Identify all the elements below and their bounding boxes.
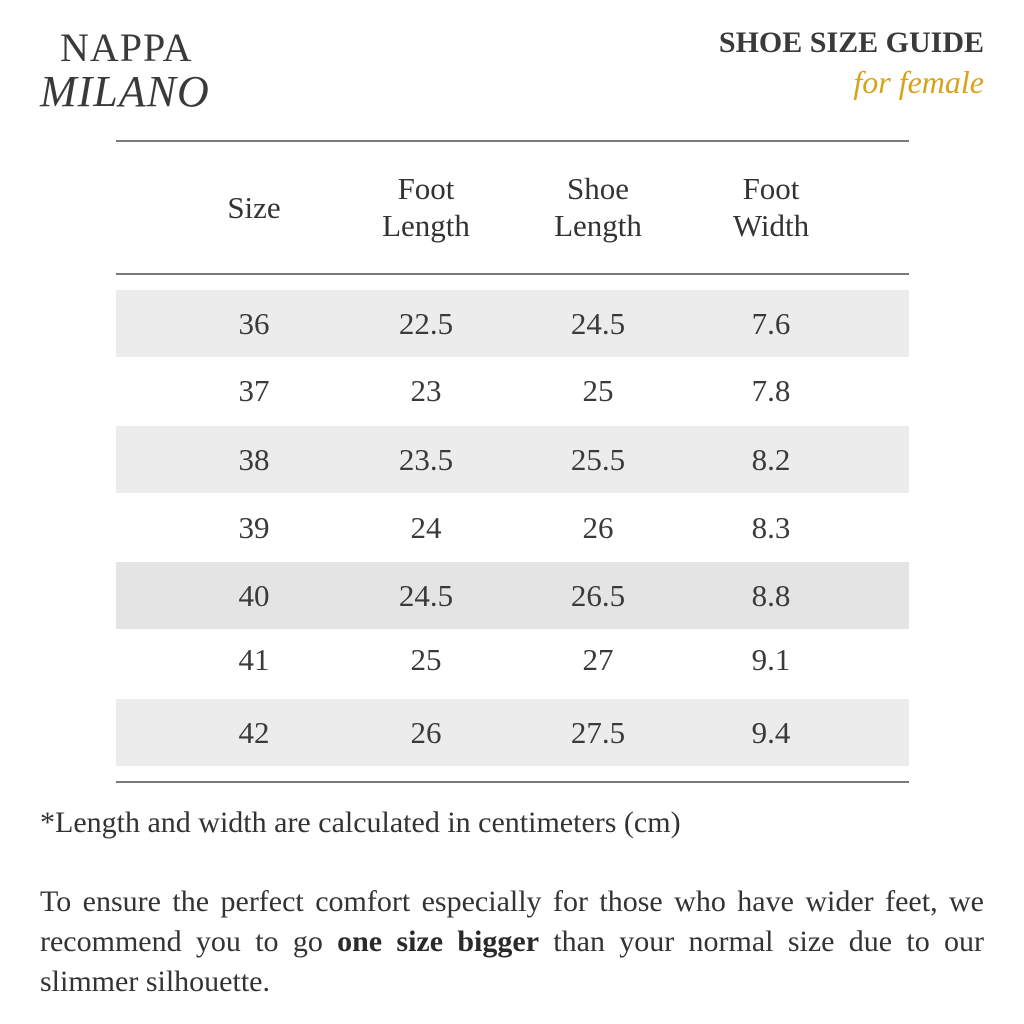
table-top-rule: [116, 140, 909, 142]
cell-foot-length: 26: [410, 715, 442, 750]
sizing-recommendation: [40, 882, 984, 1002]
header-shoe-length: [518, 168, 678, 246]
header-shoe-length-line1: Shoe: [567, 171, 629, 206]
recommendation-emphasis: one size bigger: [337, 925, 540, 958]
header-foot-width: [691, 168, 851, 246]
units-footnote: *Length and width are calculated in centimeters (cm): [40, 806, 681, 839]
table-row: [116, 626, 909, 693]
cell-size: 41: [238, 642, 270, 677]
brand-logo: [40, 25, 210, 116]
header-divider-rule: [116, 273, 909, 275]
guide-title: SHOE SIZE GUIDE: [718, 26, 984, 59]
cell-shoe-length: 27.5: [570, 715, 626, 750]
cell-foot-width: 8.2: [751, 442, 791, 477]
cell-foot-length: 24.5: [398, 578, 454, 613]
header-shoe-length-line2: Length: [554, 208, 642, 243]
cell-foot-width: 7.8: [751, 373, 791, 408]
guide-heading: [719, 28, 984, 98]
recommendation-text-end: than your normal size due to our slimmer silhouette.: [40, 925, 984, 998]
cell-shoe-length: 26: [582, 510, 614, 545]
table-bottom-rule: [116, 781, 909, 783]
brand-line-1: NAPPA: [60, 25, 193, 70]
table-row: [116, 699, 909, 766]
cell-shoe-length: 25.5: [570, 442, 626, 477]
cell-size: 42: [238, 715, 270, 750]
cell-shoe-length: 24.5: [570, 306, 626, 341]
cell-shoe-length: 25: [582, 373, 614, 408]
header-foot-width-line1: Foot: [742, 171, 800, 206]
cell-foot-width: 8.3: [751, 510, 791, 545]
cell-size: 37: [238, 373, 270, 408]
cell-foot-width: 8.8: [751, 578, 791, 613]
cell-shoe-length: 27: [582, 642, 614, 677]
cell-foot-length: 23: [410, 373, 442, 408]
cell-foot-length: 25: [410, 642, 442, 677]
cell-foot-length: 22.5: [398, 306, 454, 341]
header-size: [174, 168, 334, 246]
table-row: [116, 290, 909, 357]
header-foot-length: [346, 168, 506, 246]
table-row: [116, 426, 909, 493]
header-size-line1: Size: [227, 189, 281, 225]
cell-size: 36: [238, 306, 270, 341]
table-row: [116, 494, 909, 561]
table-row: [116, 357, 909, 424]
brand-line-2: MILANO: [40, 67, 210, 116]
guide-subtitle: for female: [853, 64, 984, 100]
cell-size: 40: [238, 578, 270, 613]
cell-foot-width: 9.4: [751, 715, 791, 750]
table-row: [116, 562, 909, 629]
cell-shoe-length: 26.5: [570, 578, 626, 613]
header-foot-width-line2: Width: [732, 208, 810, 243]
header-foot-length-line2: Length: [382, 208, 470, 243]
recommendation-text-start: To ensure the perfect comfort especially for those who have wider feet, we recommend you to go: [40, 885, 984, 958]
cell-size: 39: [238, 510, 270, 545]
cell-foot-length: 24: [410, 510, 442, 545]
cell-size: 38: [238, 442, 270, 477]
cell-foot-width: 7.6: [751, 306, 791, 341]
header-foot-length-line1: Foot: [397, 171, 455, 206]
cell-foot-length: 23.5: [398, 442, 454, 477]
cell-foot-width: 9.1: [751, 642, 791, 677]
